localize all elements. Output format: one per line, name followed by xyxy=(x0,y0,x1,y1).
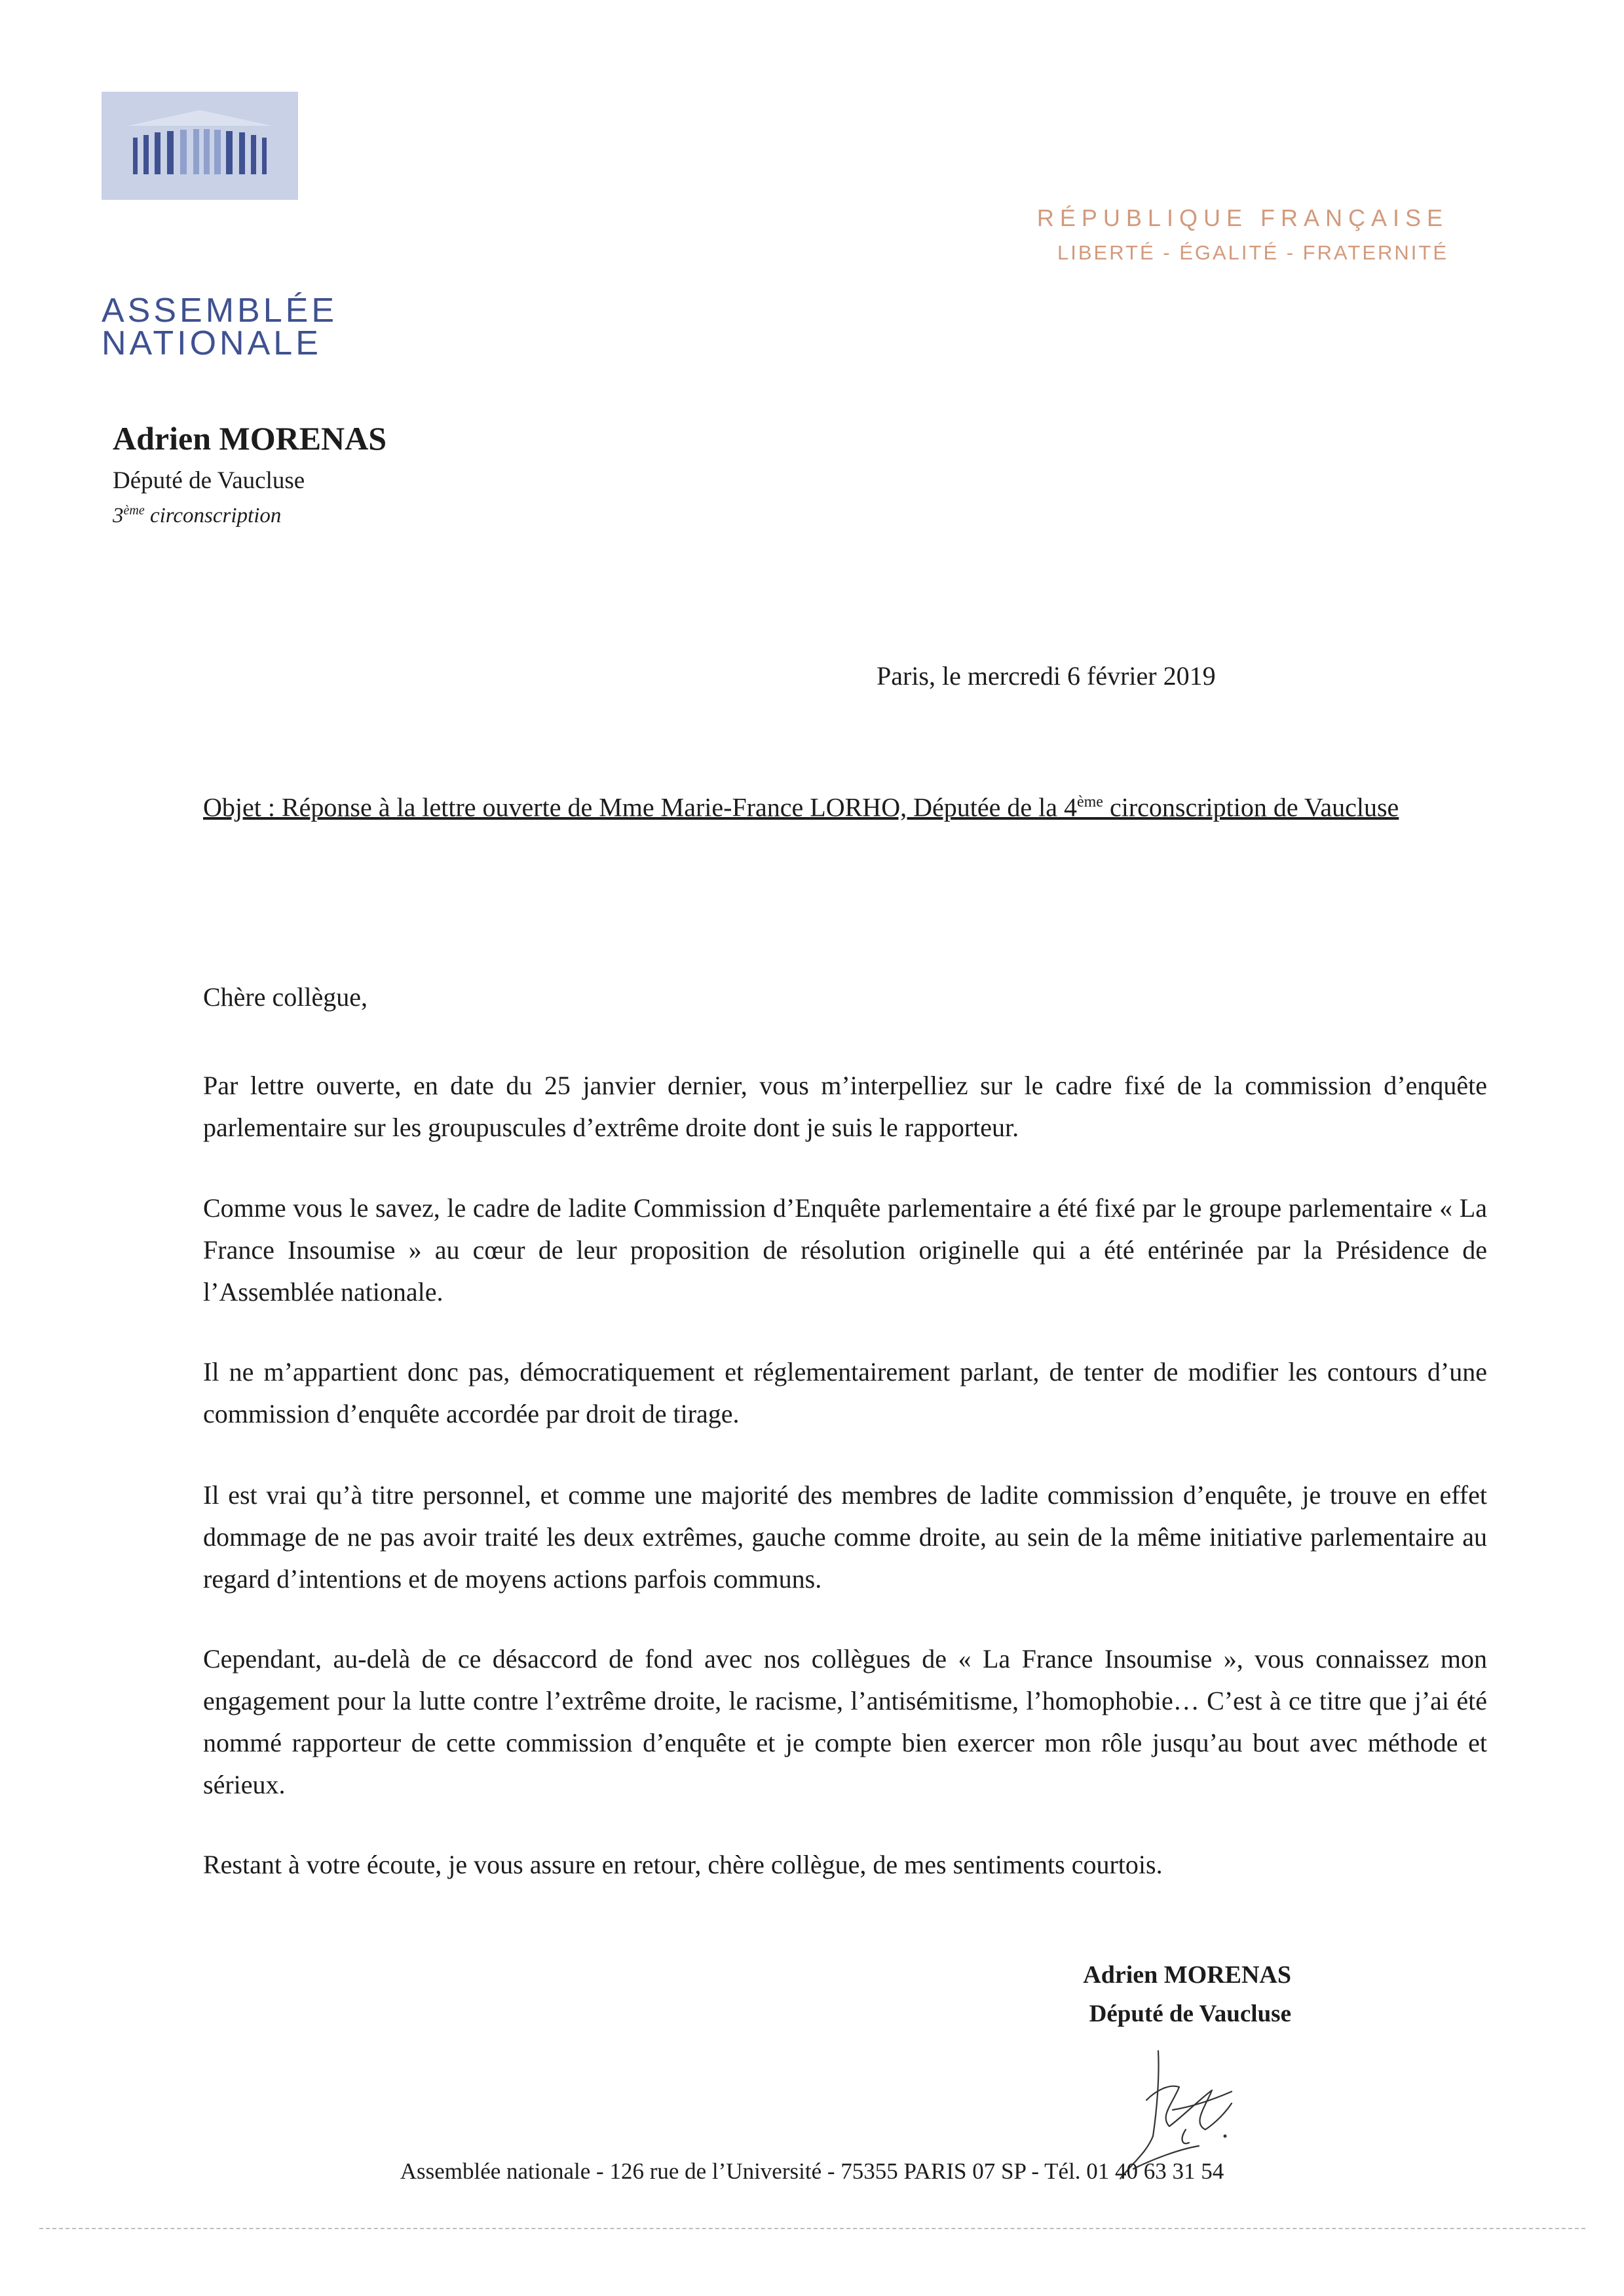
sender-title: Député de Vaucluse xyxy=(113,467,305,494)
subject-sup: ème xyxy=(1076,794,1103,811)
republic-motto: LIBERTÉ - ÉGALITÉ - FRATERNITÉ xyxy=(1057,241,1448,264)
circ-label: circonscription xyxy=(149,504,282,527)
circ-suffix: ème xyxy=(123,503,145,518)
body-paragraph: Restant à votre écoute, je vous assure en retour, chère collègue, de mes sentiments courtois. xyxy=(203,1850,1163,1879)
signature-name: Adrien MORENAS xyxy=(1083,1961,1291,1989)
circ-number: 3 xyxy=(113,504,124,527)
letter-date: Paris, le mercredi 6 février 2019 xyxy=(877,661,1216,691)
body-paragraph: Par lettre ouverte, en date du 25 janvier dernier, vous m’interpelliez sur le cadre fixé de la commission d’enquête parlementaire sur les groupuscules d’extrême droite dont je suis le rapporteur. xyxy=(203,1071,1487,1142)
signature-title: Député de Vaucluse xyxy=(1089,2000,1291,2027)
assemblee-nationale-columns-icon xyxy=(102,92,298,200)
body-paragraph: Cependant, au-delà de ce désaccord de fond avec nos collègues de « La France Insoumise », vous connaissez mon engagement pour la lutte contre l’extrême droite, le racisme, l’antisémitisme, l’homophobie… C’est à ce titre que j’ai été nommé rapporteur de cette commission d’enquête et je compte bien exercer mon rôle jusqu’au bout avec méthode et sérieux. xyxy=(203,1644,1487,1799)
subject-part1: Objet : Réponse à la lettre ouverte de Mme Marie-France LORHO, Députée de la 4 xyxy=(203,792,1077,822)
footer-address: Assemblée nationale - 126 rue de l’Université - 75355 PARIS 07 SP - Tél. 01 40 63 31 54 xyxy=(400,2158,1224,2184)
scan-edge-divider xyxy=(39,2228,1585,2229)
subject-part2: circonscription de Vaucluse xyxy=(1109,792,1399,822)
body-paragraph: Comme vous le savez, le cadre de ladite Commission d’Enquête parlementaire a été fixé par le groupe parlementaire « La France Insoumise » au cœur de leur proposition de résolution originelle qui a été entérinée par la Présidence de l’Assemblée nationale. xyxy=(203,1193,1487,1307)
logo-text-line2: NATIONALE xyxy=(102,324,322,362)
republique-francaise: RÉPUBLIQUE FRANÇAISE xyxy=(1036,204,1448,231)
logo-text-line1: ASSEMBLÉE xyxy=(102,292,338,330)
sender-constituency xyxy=(113,503,281,528)
sender-name: Adrien MORENAS xyxy=(113,420,387,457)
salutation: Chère collègue, xyxy=(203,982,368,1012)
letter-subject xyxy=(203,781,1487,828)
body-paragraph: Il est vrai qu’à titre personnel, et comme une majorité des membres de ladite commission d’enquête, je trouve en effet dommage de ne pas avoir traité les deux extrêmes, gauche comme droite, au sein de la même initiative parlementaire au regard d’intentions et de moyens actions parfois communs. xyxy=(203,1480,1487,1594)
body-paragraph: Il ne m’appartient donc pas, démocratiquement et réglementairement parlant, de tenter de modifier les contours d’une commission d’enquête accordée par droit de tirage. xyxy=(203,1357,1487,1428)
